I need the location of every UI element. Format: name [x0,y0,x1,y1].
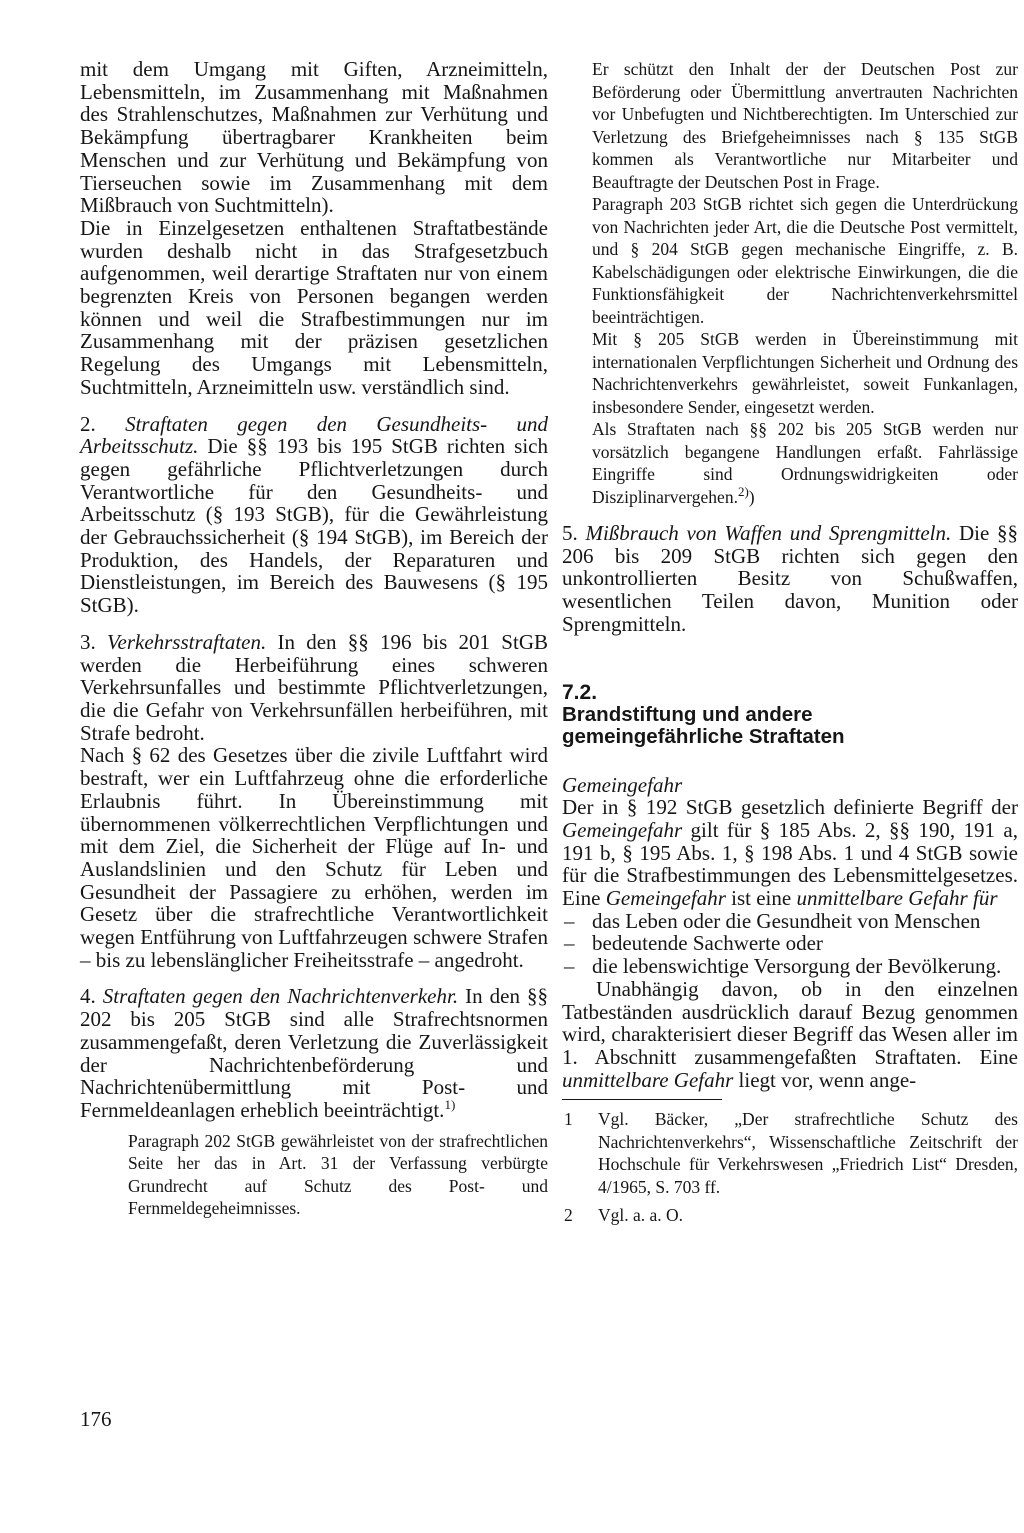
list-item-3 [80,631,548,745]
item-title: Verkehrsstraftaten. [107,629,267,654]
text-run: liegt vor, wenn ange- [738,1067,917,1092]
item-text: In den §§ 196 bis 201 StGB werden die Herbeiführung eines schweren Verkehrsunfalles und bestimmte Pflichtverletzungen, die die Gefahr von Verkehrsunfällen herbeiführen, mit Strafe bedroht. [80,629,548,745]
item-text: Die §§ 206 bis 209 StGB richten sich gegen den unkontrollierten Besitz von Schußwaffen, wesentlichen Teilen davon, Munition oder Sprengmitteln. [562,521,1018,636]
term: unmittelbare Gefahr [562,1067,734,1092]
text-run: ist eine [731,886,792,911]
small-paragraph: Er schützt den Inhalt der der Deutschen Post zur Beförderung oder Übermittlung anvertrauten Nachrichten vor Unbefugten und Nichtberechtigten. Im Unterschied zur Verletzung des Briefgeheimnisses nach § 135 StGB kommen als Verantwortliche nur Mitarbeiter und Beauftragte der Deutschen Post in Frage. [592,59,1018,192]
footnote [562,1108,1018,1198]
list-item-4 [80,985,548,1121]
text-run: Der in § 192 StGB gesetzlich definierte Begriff der [562,795,1018,820]
right-column [562,58,1018,1227]
list-item-5 [562,522,1018,636]
small-paragraph: Als Straftaten nach §§ 202 bis 205 StGB werden nur vorsätzlich begangene Handlungen erfaßt. Fahrlässige Eingriffe sind Ordnungswidrigkeiten oder Disziplinarvergehen.$^{2)}$) [592,419,1018,507]
text-run: Unabhängig davon, ob in den einzelnen Tatbeständen ausdrücklich darauf Bezug genommen wird, charakterisiert dieser Begriff das Wesen aller im 1. Abschnitt zusammengefaßten Straftaten. Eine [562,976,1018,1069]
page-number: 176 [80,1407,112,1431]
paragraph: Die in Einzelgesetzen enthaltenen Straftatbestände wurden deshalb nicht in das Strafgesetzbuch aufgenommen, weil derartige Straftaten nur von einem begrenzten Kreis von Personen begangen werden können und weil die Strafbestimmungen nur im Zusammenhang mit der präzisen gesetzlichen Regelung des Umgangs mit Lebensmitteln, Suchtmitteln, Arzneimitteln usw. verständlich sind. [80,215,548,399]
left-column [80,58,548,1220]
list-item-2 [80,413,548,617]
term: Gemeingefahr [562,817,683,842]
list-item: – die lebenswichtige Versorgung der Bevölkerung. [562,955,1018,978]
footnote-number: 2 [564,1205,573,1226]
footnote-number: 1 [564,1109,573,1130]
small-paragraph-text: Als Straftaten nach §§ 202 bis 205 StGB werden nur vorsätzlich begangene Handlungen erfaßt. Fahrlässige Eingriffe sind Ordnungswidrigkeiten oder Disziplinarvergehen. [592,419,1018,507]
small-paragraph: Paragraph 202 StGB gewährleistet von der strafrechtlichen Seite her das in Art. 31 der Verfassung verbürgte Grundrecht auf Schutz des Post- und Fernmeldegeheimnisses. [128,1130,548,1219]
section-title-line: Brandstiftung und andere [562,702,813,726]
item-number: 5. [562,521,578,545]
footnote-text: Vgl. Bäcker, „Der strafrechtliche Schutz des Nachrichtenverkehrs“, Wissenschaftliche Zeitschrift der Hochschule für Verkehrswesen „Friedrich List“ Dresden, 4/1965, S. 703 ff. [598,1109,1018,1197]
item-title: Mißbrauch von Waffen und Sprengmitteln. [585,521,952,545]
list-item: – bedeutende Sachwerte oder [562,932,1018,955]
section-number: 7.2. [562,680,598,704]
item-number: 2. [80,411,96,436]
paragraph: mit dem Umgang mit Giften, Arzneimitteln, Lebensmitteln, im Zusammenhang mit Maßnahmen des Strahlenschutzes, Maßnahmen zur Verhütung und Bekämpfung übertragbarer Krankheiten beim Menschen und zur Verhütung und Bekämpfung von Tierseuchen sowie im Zusammenhang mit dem Mißbrauch von Suchtmitteln). [80,57,548,218]
item-title: Straftaten gegen den Gesundheits- und Arbeitsschutz. [80,411,548,459]
term: Gemeingefahr [605,886,726,911]
section-title-line: gemeingefährliche Straftaten [562,724,845,748]
item-number: 3. [80,629,96,654]
footnote-text: Vgl. a. a. O. [598,1205,684,1226]
footnote-ref[interactable]: 2) [737,483,749,499]
subheading: Gemeingefahr [562,772,683,797]
small-paragraph: Mit § 205 StGB werden in Übereinstimmung mit internationalen Verpflichtungen Sicherheit und Ordnung des Nachrichtenverkehrs gewährleistet, soweit Funkanlagen, insbesondere Sender, eingesetzt werden. [592,329,1018,417]
section-heading [562,682,1018,748]
list-item: – das Leben oder die Gesundheit von Menschen [562,910,1018,933]
paragraph [562,978,1018,1092]
item-text: In den §§ 202 bis 205 StGB sind alle Strafrechtsnormen zusammengefaßt, deren Verletzung die Zuverlässigkeit der Nachrichtenbeförderung und Nachrichtenübermittlung mit Post- und Fernmeldeanlagen erheblich beeinträchtigt. [80,984,549,1122]
item-title: Straftaten gegen den Nachrichtenverkehr. [102,984,459,1009]
small-paragraph: Paragraph 203 StGB richtet sich gegen die Unterdrückung von Nachrichten jeder Art, die die Deutsche Post vermittelt, und § 204 StGB gegen mechanische Eingriffe, z. B. Kabelschädigungen oder elektrische Einwirkungen, die die Funktionsfähigkeit der Nachrichtenverkehrsmittel beeinträchtigen. [592,194,1018,327]
paragraph [562,796,1018,910]
footnote-ref[interactable]: 1) [444,1096,456,1112]
dash-list [562,910,1018,978]
footnote-divider [562,1099,722,1100]
item-text: Die §§ 193 bis 195 StGB richten sich gegen gefährliche Pflichtverletzungen durch Verantwortliche für den Gesundheits- und Arbeitsschutz (§ 193 StGB), für die Gewährleistung der Gebrauchssicherheit (§ 194 StGB), im Bereich der Produktion, des Handels, der Reparaturen und Dienstleistungen, im Bereich des Bauwesens (§ 195 StGB). [80,434,548,618]
term: unmittelbare Gefahr für [796,886,998,911]
paragraph: Nach § 62 des Gesetzes über die zivile Luftfahrt wird bestraft, wer ein Luftfahrzeug ohne die erforderliche Erlaubnis führt. In Übereinstimmung mit übernommenen völkerrechtlichen Verpflichtungen und mit dem Ziel, die Sicherheit der Flüge auf In- und Auslandslinien und den Schutz für Leben und Gesundheit der Passagiere zu erhöhen, werden im Gesetz über die strafrechtliche Verantwortlichkeit wegen Entführung von Luftfahrzeugen schwere Strafen – bis zu lebenslänglicher Freiheitsstrafe – angedroht. [80,743,548,972]
item-number: 4. [80,984,96,1009]
footnote [562,1204,1018,1227]
text-run: gilt für § 185 Abs. 2, §§ 190, 191 a, 191 b, § 195 Abs. 1, § 198 Abs. 1 und 4 StGB sowie für die Strafbestimmungen des Lebensmittelgesetzes. Eine [562,817,1018,911]
